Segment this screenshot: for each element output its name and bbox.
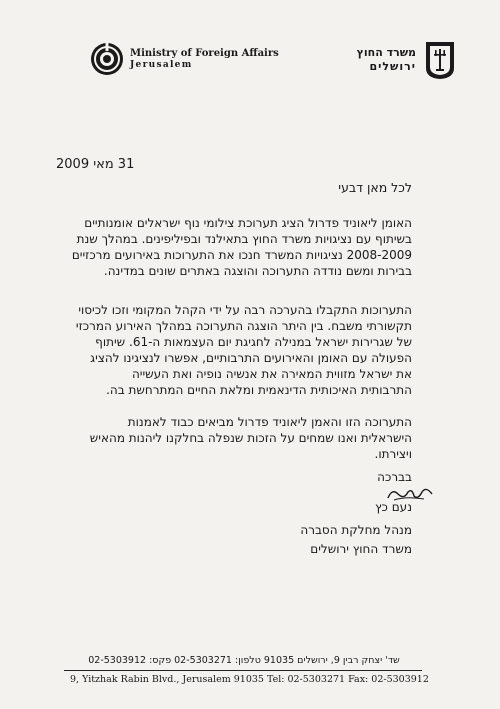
ministry-name-hebrew: משרד החוץ <box>356 46 416 59</box>
text-line: הישראלית ואנו שמחים על הזכות שנפלה בחלקנו ליהנות מהאיש <box>89 431 412 445</box>
letter-date: 31 מאי 2009 <box>56 157 135 172</box>
text-line: 2008-2009 נציגויות המשרד חנכו את התערוכות באירועים מרכזיים <box>71 248 412 262</box>
text-line: התערוכות התקבלו בהערכה רבה על ידי הקהל המקומי וזכו לכיסוי <box>78 303 412 317</box>
text-line: האומן ליאוניד פדרול הציג תערוכת צילומי נוף ישראלים אומנותיים <box>84 216 412 230</box>
ministry-name-english: Ministry of Foreign Affairs <box>130 48 279 59</box>
closing: בברכה <box>377 470 412 484</box>
text-line: תקשורתי משבח. בין היתר הוצגה התערוכה במהלך האירוע המרכזי <box>75 319 412 333</box>
text-line: של שגרירות ישראל במנילה לחגיגת יום העצמאות ה-61. שיתוף <box>95 335 412 349</box>
text-line: התרבותית האיכותית הדינאמית ומלאת החיים המתרחשת בה. <box>106 383 412 397</box>
signer-name: נעם כץ <box>375 500 412 514</box>
paragraph-2 <box>64 302 412 398</box>
text-line: בשיתוף עם נציגויות משרד החוץ בתאילנד ובפיליפינים. במהלך שנת <box>76 232 412 246</box>
text-line: התערוכה הזו והאמן ליאוניד פדרול מביאים כבוד לאמנות <box>127 415 412 429</box>
footer-address-english: 9, Yitzhak Rabin Blvd., Jerusalem 91035 Tel: 02-5303271 Fax: 02-5303912 <box>70 674 429 685</box>
paragraph-3 <box>64 414 412 462</box>
letterhead-english <box>90 38 279 88</box>
paragraph-1 <box>64 215 412 279</box>
text-line: בבירות ומשם נודדה התערוכה והוצגה באתרים שונים במדינה. <box>103 264 412 278</box>
signer-organization: משרד החוץ ירושלים <box>310 542 412 556</box>
ministry-logo-icon <box>90 42 124 76</box>
text-line: את ישראל מזווית המאירה את אנשיה נופיה ואת העשייה <box>131 367 412 381</box>
city-name-hebrew: ירושלים <box>369 60 416 73</box>
text-line: הפעולה עם האומן והאירועים התרבותיים, אפשרו לנציגינו להציג <box>90 351 412 365</box>
signer-title: מנהל מחלקת הסברה <box>300 523 412 537</box>
greeting: לכל מאן דבעי <box>338 180 412 195</box>
footer-divider <box>64 670 422 671</box>
footer-address-hebrew: שד' יצחק רבין 9, ירושלים 91035 טלפון: 02-5303271 פקס: 02-5303912 <box>88 655 400 666</box>
state-emblem-icon <box>424 40 456 80</box>
text-line: ויצירתו. <box>374 447 412 461</box>
city-name-english: Jerusalem <box>130 60 193 70</box>
letterhead-hebrew <box>326 38 456 88</box>
